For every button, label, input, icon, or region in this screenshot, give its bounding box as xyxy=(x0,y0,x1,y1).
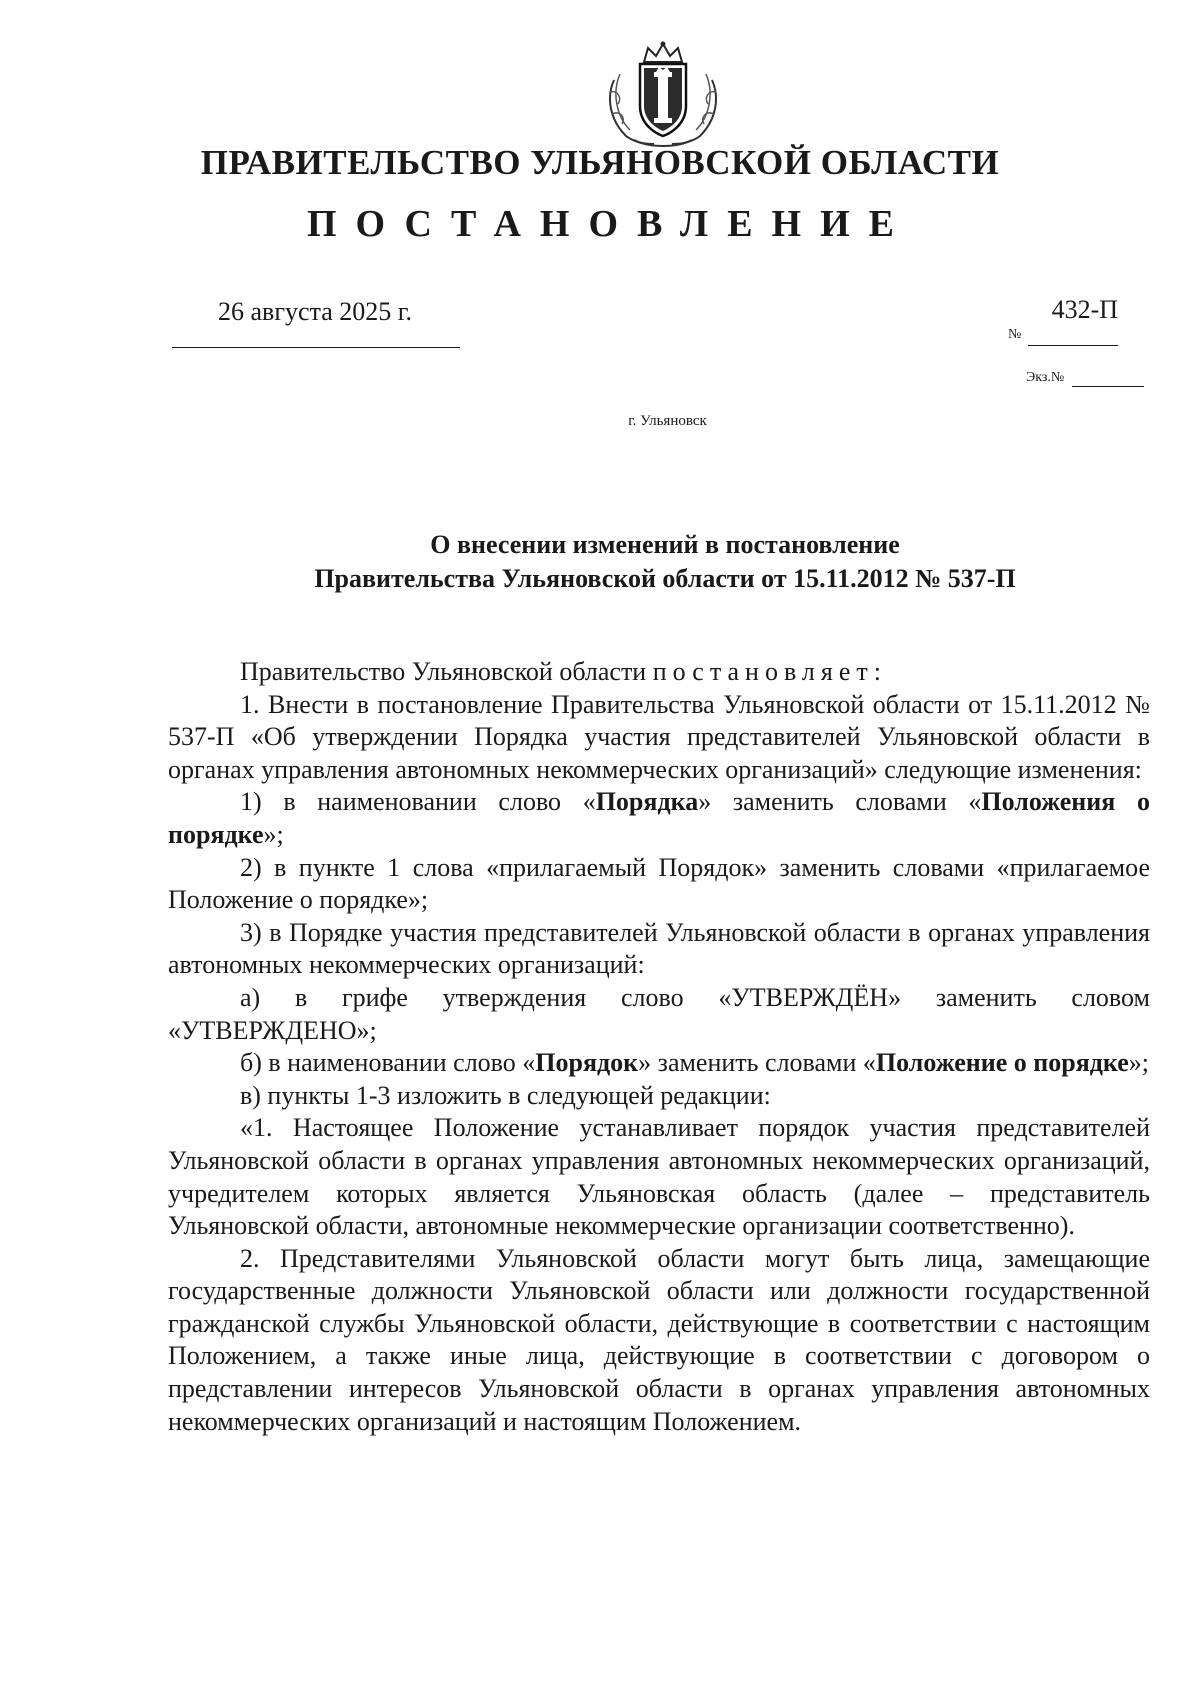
city-name: г. Ульяновск xyxy=(628,413,707,429)
paragraph-clause-1: «1. Настоящее Положение устанавливает порядок участия представителей Ульяновской области в органах управления автономных некоммерческих организаций, учредителем которых является Ульяновская область (далее – представитель Ульяновской области, автономные некоммерческие организации соответственно). xyxy=(168,1113,1150,1241)
intro-suffix: : xyxy=(873,657,881,686)
text-segment: » заменить словами « xyxy=(698,787,982,817)
coat-of-arms-emblem xyxy=(604,40,722,148)
intro-keyword: постановляет xyxy=(652,657,874,686)
paragraph-item-a: а) в грифе утверждения слово «УТВЕРЖДЁН» заменить словом «УТВЕРЖДЕНО»; xyxy=(168,982,1150,1045)
document-subject xyxy=(0,528,1200,596)
copy-number-label: Экз.№ xyxy=(1026,370,1065,385)
intro-prefix: Правительство Ульяновской области xyxy=(240,657,653,686)
document-body xyxy=(168,656,1150,1438)
document-number: 432-П xyxy=(1051,295,1118,324)
text-segment: »; xyxy=(1128,1048,1150,1078)
bold-segment: Положения о порядке xyxy=(168,787,1150,849)
subject-line-1: О внесении изменений в постановление xyxy=(430,530,900,559)
text-segment: б) в наименовании слово « xyxy=(240,1048,536,1078)
paragraph-item-v: в) пункты 1-3 изложить в следующей редакции: xyxy=(240,1080,771,1110)
number-underline xyxy=(1028,345,1118,346)
paragraph-item-2: 2) в пункте 1 слова «прилагаемый Порядок» заменить словами «прилагаемое Положение о порядке»; xyxy=(168,852,1150,915)
bold-segment: Порядка xyxy=(595,787,699,817)
paragraph-1: 1. Внести в постановление Правительства Ульяновской области от 15.11.2012 № 537-П «Об утверждении Порядка участия представителей Ульяновской области в органах управления автономных некоммерческих организаций» следующие изменения: xyxy=(168,689,1150,784)
text-segment: 1) в наименовании слово « xyxy=(240,787,596,817)
organization-title: ПРАВИТЕЛЬСТВО УЛЬЯНОВСКОЙ ОБЛАСТИ xyxy=(200,143,1000,182)
paragraph-item-3: 3) в Порядке участия представителей Ульяновской области в органах управления автономных некоммерческих организаций: xyxy=(168,917,1150,980)
intro-paragraph xyxy=(168,656,1150,689)
paragraph-item-1 xyxy=(168,786,1150,851)
bold-segment: Порядок xyxy=(535,1048,639,1078)
document-type-title: ПОСТАНОВЛЕНИЕ xyxy=(306,203,914,245)
paragraph-clause-2: 2. Представителями Ульяновской области могут быть лица, замещающие государственные должности Ульяновской области или должности государственной гражданской службы Ульяновской области, действующие в соответствии с настоящим Положением, а также иные лица, действующие в соответствии с договором о представлении интересов Ульяновской области в органах управления автономных некоммерческих организаций и настоящим Положением. xyxy=(168,1243,1150,1436)
document-date: 26 августа 2025 г. xyxy=(218,297,412,326)
subject-line-2: Правительства Ульяновской области от 15.11.2012 № 537-П xyxy=(314,564,1016,593)
copy-number-underline xyxy=(1072,386,1144,387)
date-underline xyxy=(172,347,460,348)
paragraph-item-b xyxy=(168,1047,1150,1080)
bold-segment: Положение о порядке xyxy=(875,1048,1129,1078)
text-segment: »; xyxy=(263,819,284,849)
text-segment: » заменить словами « xyxy=(638,1048,876,1078)
number-label: № xyxy=(1008,327,1022,342)
